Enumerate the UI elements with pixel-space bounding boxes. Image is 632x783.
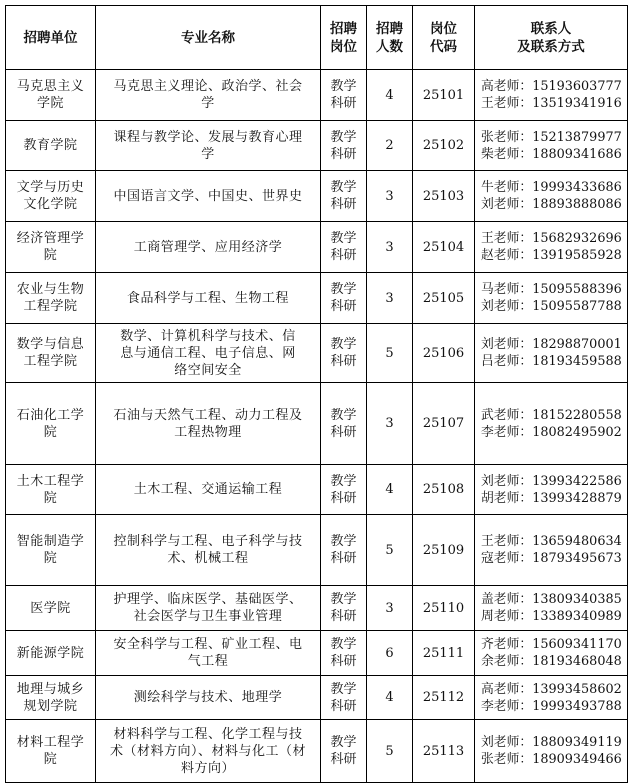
- post-cell-line: 科研: [330, 299, 357, 314]
- table-row: [6, 324, 628, 383]
- unit-cell-line: 文学与历史: [16, 180, 85, 195]
- post-cell: [321, 70, 367, 121]
- post-cell-line: 教学: [330, 735, 357, 750]
- contacts-cell-line: 刘老师：18893888086: [481, 197, 622, 212]
- header-post-line: 岗位: [330, 38, 357, 55]
- header-contact-line: 联系人: [530, 20, 572, 37]
- unit-cell-line: 工程学院: [23, 299, 78, 314]
- count-cell: 4: [367, 676, 413, 720]
- post-cell-line: 教学: [330, 637, 357, 652]
- contacts-cell-line: 余老师：18193468048: [481, 654, 622, 669]
- header-row: [6, 6, 628, 70]
- post-cell: [321, 515, 367, 586]
- post-cell-line: 科研: [330, 551, 357, 566]
- header-count-line: 人数: [376, 38, 403, 55]
- major-cell-line: 息与通信工程、电子信息、网: [120, 345, 296, 361]
- code-cell: 25104: [413, 222, 475, 273]
- unit-cell-line: 院: [43, 424, 58, 440]
- table-row: [6, 70, 628, 121]
- contacts-cell-line: 盖老师：13809340385: [481, 592, 622, 607]
- contacts-cell-line: 张老师：15213879977: [481, 129, 622, 145]
- unit-cell: [6, 70, 96, 121]
- major-cell-line: 材料科学与工程、化学工程与技: [113, 726, 303, 742]
- unit-cell: [6, 465, 96, 515]
- unit-cell-line: 院: [43, 490, 58, 506]
- unit-cell: [6, 273, 96, 324]
- post-cell: [321, 121, 367, 171]
- code-cell: 25102: [413, 121, 475, 171]
- table-row: [6, 676, 628, 720]
- code-cell: 25110: [413, 586, 475, 631]
- contacts-cell: [475, 171, 628, 222]
- count-cell: 6: [367, 631, 413, 676]
- major-cell: [96, 70, 321, 121]
- header-contact: [475, 6, 628, 70]
- post-cell-line: 科研: [330, 96, 357, 111]
- post-cell-line: 教学: [330, 534, 357, 549]
- unit-cell: [6, 586, 96, 631]
- major-cell-line: 学: [201, 146, 215, 162]
- contacts-cell-line: 王老师：15682932696: [481, 231, 622, 246]
- count-cell: 5: [367, 720, 413, 783]
- unit-cell-line: 地理与城乡: [16, 681, 85, 697]
- contacts-cell-line: 刘老师：18809349119: [481, 735, 622, 750]
- post-cell-line: 教学: [330, 473, 357, 489]
- contacts-cell-line: 胡老师：13993428879: [481, 490, 622, 506]
- major-cell: [96, 222, 321, 273]
- post-cell-line: 教学: [330, 282, 357, 297]
- contacts-cell: [475, 383, 628, 465]
- header-code-line: 岗位: [430, 20, 457, 37]
- contacts-cell: [475, 586, 628, 631]
- unit-cell-line: 马克思主义: [16, 79, 85, 94]
- recruitment-table: [5, 5, 628, 783]
- post-cell-line: 教学: [330, 180, 357, 195]
- major-cell-line: 课程与教学论、发展与教育心理: [113, 129, 303, 145]
- post-cell-line: 教学: [330, 337, 357, 352]
- header-code: [413, 6, 475, 70]
- count-cell: 3: [367, 586, 413, 631]
- contacts-cell-line: 刘老师：13993422586: [481, 473, 622, 489]
- unit-cell-line: 规划学院: [23, 698, 78, 714]
- major-cell-line: 术、机械工程: [167, 551, 249, 566]
- major-cell-line: 料方向）: [180, 760, 235, 776]
- contacts-cell-line: 王老师：13659480634: [481, 534, 622, 549]
- header-major: 专业名称: [96, 6, 321, 70]
- major-cell-line: 护理学、临床医学、基础医学、: [113, 592, 303, 607]
- contacts-cell: [475, 324, 628, 383]
- contacts-cell-line: 李老师：18082495902: [481, 424, 622, 440]
- unit-cell-line: 土木工程学: [16, 473, 85, 489]
- post-cell: [321, 222, 367, 273]
- code-cell: 25111: [413, 631, 475, 676]
- contacts-cell-line: 马老师：15095588396: [481, 282, 622, 297]
- major-cell-line: 学: [201, 96, 215, 111]
- contacts-cell-line: 吕老师：18193459588: [481, 354, 622, 369]
- unit-cell-line: 学院: [36, 96, 64, 111]
- unit-cell: [6, 631, 96, 676]
- table-row: [6, 515, 628, 586]
- major-cell-line: 石油与天然气工程、动力工程及: [113, 407, 303, 423]
- contacts-cell: [475, 222, 628, 273]
- code-cell: 25103: [413, 171, 475, 222]
- unit-cell-line: 材料工程学: [16, 735, 85, 750]
- post-cell-line: 科研: [330, 146, 357, 162]
- major-cell-line: 控制科学与工程、电子科学与技: [113, 534, 303, 549]
- contacts-cell-line: 张老师：18909349466: [481, 752, 622, 767]
- major-cell-line: 马克思主义理论、政治学、社会: [113, 79, 303, 94]
- post-cell: [321, 465, 367, 515]
- code-cell: 25101: [413, 70, 475, 121]
- post-cell: [321, 383, 367, 465]
- major-cell: [96, 273, 321, 324]
- unit-cell-line: 智能制造学: [16, 534, 85, 549]
- unit-cell: [6, 121, 96, 171]
- contacts-cell-line: 齐老师：15609341170: [481, 637, 622, 652]
- count-cell: 5: [367, 515, 413, 586]
- contacts-cell: [475, 631, 628, 676]
- unit-cell: [6, 222, 96, 273]
- code-cell: 25108: [413, 465, 475, 515]
- major-cell-line: 络空间安全: [174, 362, 242, 378]
- post-cell-line: 教学: [330, 79, 357, 94]
- contacts-cell: [475, 515, 628, 586]
- post-cell: [321, 586, 367, 631]
- table-row: [6, 465, 628, 515]
- table-row: [6, 171, 628, 222]
- post-cell: [321, 324, 367, 383]
- unit-cell-line: 院: [43, 248, 58, 263]
- count-cell: 4: [367, 465, 413, 515]
- table-row: [6, 121, 628, 171]
- major-cell-line: 数学、计算机科学与技术、信: [120, 328, 296, 344]
- unit-cell-line: 石油化工学: [16, 407, 85, 423]
- header-code-line: 代码: [430, 38, 457, 55]
- unit-cell: [6, 324, 96, 383]
- major-cell-line: 气工程: [187, 654, 229, 669]
- table-row: [6, 383, 628, 465]
- code-cell: 25112: [413, 676, 475, 720]
- major-cell-line: 土木工程、交通运输工程: [133, 482, 283, 497]
- count-cell: 3: [367, 383, 413, 465]
- post-cell-line: 科研: [330, 698, 357, 714]
- unit-cell-line: 工程学院: [23, 354, 78, 369]
- table-row: [6, 720, 628, 783]
- unit-cell-line: 经济管理学: [16, 231, 85, 246]
- unit-cell-line: 新能源学院: [16, 645, 85, 661]
- major-cell: [96, 324, 321, 383]
- major-cell-line: 术（材料方向）、材料与化工（材: [109, 743, 306, 759]
- major-cell-line: 食品科学与工程、生物工程: [126, 290, 289, 306]
- count-cell: 3: [367, 171, 413, 222]
- count-cell: 3: [367, 222, 413, 273]
- code-cell: 25109: [413, 515, 475, 586]
- post-cell: [321, 631, 367, 676]
- post-cell-line: 科研: [330, 424, 357, 440]
- post-cell-line: 科研: [330, 248, 357, 263]
- header-contact-line: 及联系方式: [517, 38, 585, 55]
- unit-cell-line: 教育学院: [23, 138, 78, 153]
- contacts-cell: [475, 121, 628, 171]
- post-cell-line: 教学: [330, 681, 357, 697]
- unit-cell: [6, 720, 96, 783]
- post-cell-line: 教学: [330, 407, 357, 423]
- header-unit: 招聘单位: [6, 6, 96, 70]
- contacts-cell-line: 王老师：13519341916: [481, 96, 622, 111]
- major-cell: [96, 121, 321, 171]
- major-cell: [96, 676, 321, 720]
- post-cell-line: 科研: [330, 354, 357, 369]
- unit-cell-line: 院: [43, 752, 58, 767]
- unit-cell-line: 院: [43, 551, 58, 566]
- unit-cell-line: 医学院: [30, 600, 71, 616]
- post-cell: [321, 273, 367, 324]
- post-cell-line: 科研: [330, 490, 357, 506]
- contacts-cell-line: 刘老师：15095587788: [481, 299, 622, 314]
- header-post: [321, 6, 367, 70]
- major-cell: [96, 465, 321, 515]
- count-cell: 5: [367, 324, 413, 383]
- code-cell: 25105: [413, 273, 475, 324]
- code-cell: 25106: [413, 324, 475, 383]
- code-cell: 25107: [413, 383, 475, 465]
- contacts-cell: [475, 273, 628, 324]
- post-cell-line: 科研: [330, 654, 357, 669]
- contacts-cell-line: 高老师：15193603777: [481, 79, 622, 94]
- table-row: [6, 222, 628, 273]
- major-cell-line: 安全科学与工程、矿业工程、电: [113, 637, 303, 652]
- unit-cell-line: 农业与生物: [16, 282, 85, 297]
- major-cell: [96, 631, 321, 676]
- major-cell: [96, 171, 321, 222]
- contacts-cell-line: 柴老师：18809341686: [481, 146, 622, 162]
- contacts-cell-line: 周老师：13389340989: [481, 609, 622, 624]
- post-cell-line: 科研: [330, 197, 357, 212]
- major-cell: [96, 720, 321, 783]
- contacts-cell-line: 李老师：19993493788: [481, 698, 622, 714]
- contacts-cell-line: 牛老师：19993433686: [481, 180, 622, 195]
- header-post-line: 招聘: [330, 20, 357, 37]
- major-cell-line: 中国语言文学、中国史、世界史: [113, 188, 303, 204]
- code-cell: 25113: [413, 720, 475, 783]
- unit-cell-line: 数学与信息: [16, 337, 85, 352]
- unit-cell: [6, 171, 96, 222]
- count-cell: 3: [367, 273, 413, 324]
- count-cell: 4: [367, 70, 413, 121]
- unit-cell: [6, 676, 96, 720]
- major-cell-line: 工商管理学、应用经济学: [133, 239, 283, 255]
- contacts-cell: [475, 676, 628, 720]
- table-row: [6, 631, 628, 676]
- post-cell-line: 教学: [330, 129, 357, 145]
- contacts-cell-line: 武老师：18152280558: [481, 407, 622, 423]
- count-cell: 2: [367, 121, 413, 171]
- post-cell: [321, 676, 367, 720]
- unit-cell-line: 文化学院: [23, 197, 78, 212]
- major-cell: [96, 383, 321, 465]
- major-cell-line: 社会医学与卫生事业管理: [133, 609, 283, 624]
- contacts-cell-line: 寇老师：18793495673: [481, 551, 622, 566]
- table-row: [6, 586, 628, 631]
- post-cell-line: 教学: [330, 231, 357, 246]
- contacts-cell: [475, 70, 628, 121]
- table-row: [6, 273, 628, 324]
- header-count: [367, 6, 413, 70]
- contacts-cell: [475, 465, 628, 515]
- unit-cell: [6, 515, 96, 586]
- post-cell-line: 科研: [330, 609, 357, 624]
- post-cell-line: 科研: [330, 752, 357, 767]
- contacts-cell-line: 赵老师：13919585928: [481, 248, 622, 263]
- contacts-cell-line: 刘老师：18298870001: [481, 337, 622, 352]
- major-cell-line: 工程热物理: [174, 424, 242, 440]
- table-body: [6, 70, 628, 783]
- contacts-cell: [475, 720, 628, 783]
- major-cell: [96, 515, 321, 586]
- major-cell: [96, 586, 321, 631]
- unit-cell: [6, 383, 96, 465]
- post-cell: [321, 171, 367, 222]
- post-cell-line: 教学: [330, 592, 357, 607]
- major-cell-line: 测绘科学与技术、地理学: [133, 690, 283, 705]
- post-cell: [321, 720, 367, 783]
- header-count-line: 招聘: [376, 20, 403, 37]
- contacts-cell-line: 高老师：13993458602: [481, 681, 622, 697]
